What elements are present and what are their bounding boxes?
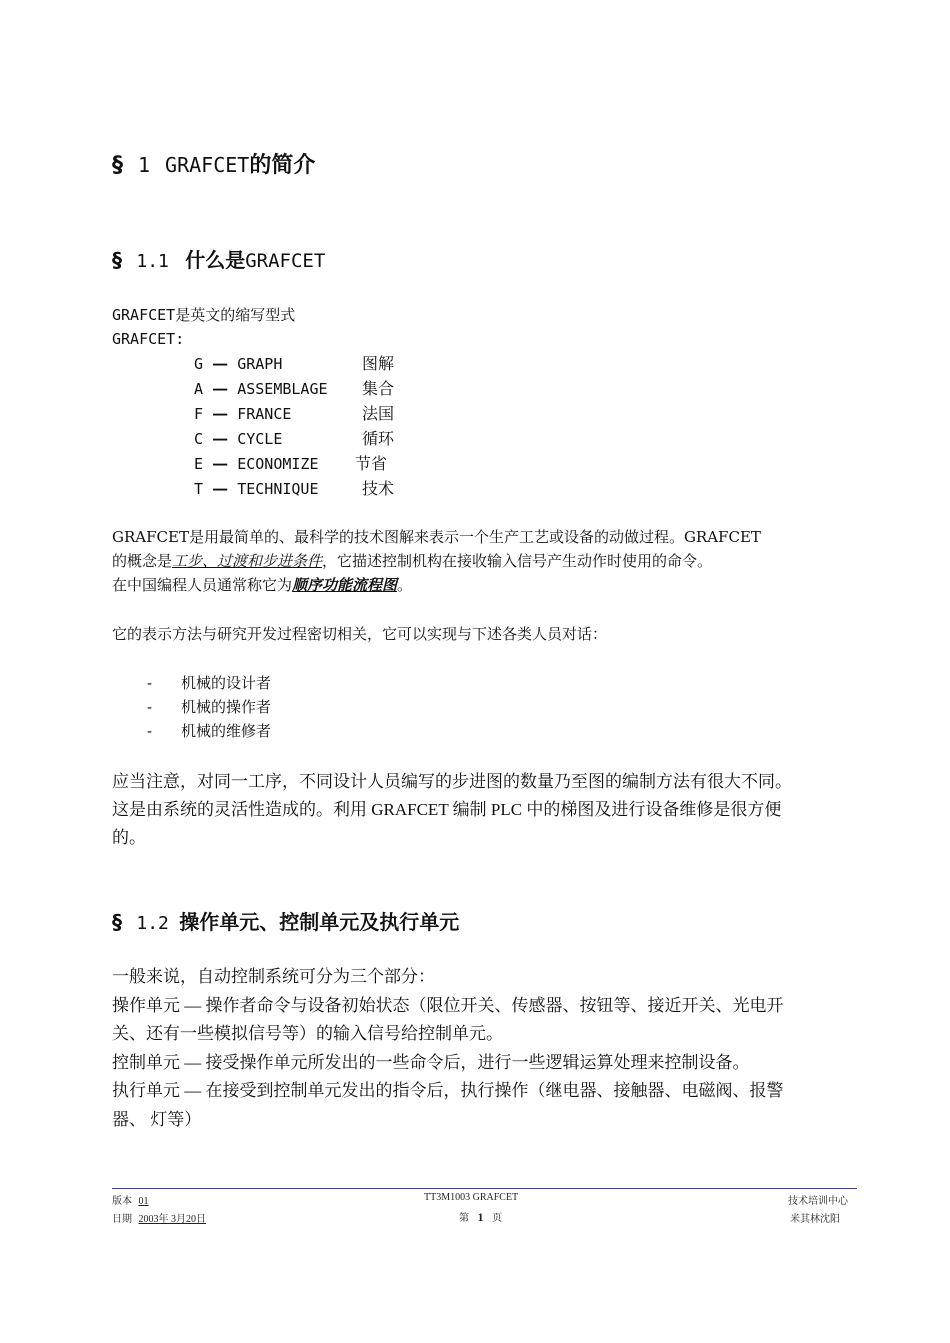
date-label: 日期 bbox=[112, 1214, 132, 1225]
acronym-cn: 节省 bbox=[355, 454, 388, 473]
acronym-word: TECHNIQUE bbox=[237, 480, 319, 498]
intro-line-2: GRAFCET: bbox=[112, 330, 185, 348]
footer-rule bbox=[112, 1188, 857, 1189]
footer-version bbox=[112, 1192, 219, 1207]
chapter-heading bbox=[112, 148, 315, 179]
section-title-cjk: 操作单元、控制单元及执行单元 bbox=[179, 910, 460, 934]
footer-doc-code: TT3M1003 GRAFCET bbox=[424, 1192, 519, 1203]
acronym-cn: 法国 bbox=[362, 404, 395, 423]
acronym-cn: 图解 bbox=[362, 354, 395, 373]
para4-line-4: 控制单元 — 接受操作单元所发出的一些命令后，进行一些逻辑运算处理来控制设备。 bbox=[112, 1053, 750, 1072]
acronym-row bbox=[194, 427, 282, 451]
list-text: 机械的操作者 bbox=[181, 698, 272, 716]
section-number: 1.2 bbox=[136, 913, 169, 934]
acronym-row bbox=[194, 477, 319, 501]
date-value: 2003年 3月20日 bbox=[138, 1214, 206, 1225]
list-bullet: - bbox=[147, 698, 153, 716]
para3-line-1: 应当注意，对同一工序，不同设计人员编写的步进图的数量乃至图的编制方法有很大不同。 bbox=[112, 772, 792, 791]
acronym-letter: G bbox=[194, 355, 204, 373]
list-text: 机械的维修者 bbox=[181, 722, 272, 740]
para1-line-3 bbox=[112, 573, 412, 597]
para4-line-3: 关、还有一些模拟信号等）的输入信号给控制单元。 bbox=[112, 1024, 503, 1043]
acronym-word: GRAPH bbox=[237, 355, 283, 373]
emphasized-terms: 工步、过渡和步进条件 bbox=[172, 552, 323, 570]
para3-line-2: 这是由系统的灵活性造成的。利用 GRAFCET 编制 PLC 中的梯图及进行设备维修是很方便 bbox=[112, 800, 782, 819]
acronym-word: FRANCE bbox=[237, 405, 292, 423]
footer-page bbox=[459, 1209, 502, 1225]
acronym-letter: T bbox=[194, 480, 204, 498]
acronym-dash: — bbox=[212, 454, 229, 473]
para4-line-2: 操作单元 — 操作者命令与设备初始状态（限位开关、传感器、按钮等、接近开关、光电开 bbox=[112, 996, 784, 1015]
acronym-word: ECONOMIZE bbox=[237, 455, 319, 473]
acronym-row bbox=[194, 402, 291, 426]
acronym-row bbox=[194, 377, 328, 401]
version-label: 版本 bbox=[112, 1196, 132, 1207]
section-number: 1.1 bbox=[136, 251, 169, 272]
acronym-row bbox=[194, 452, 319, 476]
acronym-letter: C bbox=[194, 430, 204, 448]
acronym-word: CYCLE bbox=[237, 430, 283, 448]
page-number: 1 bbox=[477, 1210, 484, 1224]
acronym-row bbox=[194, 352, 282, 376]
acronym-cn: 集合 bbox=[362, 379, 395, 398]
chapter-title-cjk: 的简介 bbox=[249, 152, 316, 178]
para4-line-6: 器、 灯等） bbox=[112, 1110, 202, 1129]
list-text: 机械的设计者 bbox=[181, 674, 272, 692]
para2: 它的表示方法与研究开发过程密切相关，它可以实现与下述各类人员对话： bbox=[112, 625, 608, 643]
para1-text: 的概念是 bbox=[112, 552, 173, 570]
acronym-cn: 技术 bbox=[362, 479, 395, 498]
para1-text: 。 bbox=[397, 576, 413, 594]
intro-line-1: GRAFCET是英文的缩写型式 bbox=[112, 306, 296, 324]
acronym-dash: — bbox=[212, 354, 229, 373]
acronym-letter: E bbox=[194, 455, 204, 473]
para1-text: ，它描述控制机构在接收输入信号产生动作时使用的命令。 bbox=[322, 552, 713, 570]
list-item bbox=[147, 695, 271, 719]
page-label-post: 页 bbox=[492, 1213, 502, 1224]
footer-dept: 技术培训中心 bbox=[788, 1196, 848, 1207]
list-item bbox=[147, 719, 271, 743]
para1-text: 在中国编程人员通常称它为 bbox=[112, 576, 293, 594]
section-symbol: § bbox=[112, 910, 122, 934]
acronym-word: ASSEMBLAGE bbox=[237, 380, 328, 398]
para1-line-1: GRAFCET是用最简单的、最科学的技术图解来表示一个生产工艺或设备的动做过程。GRAFCET bbox=[112, 528, 761, 546]
section-heading-1-1 bbox=[112, 244, 325, 273]
para4-line-5: 执行单元 — 在接受到控制单元发出的指令后，执行操作（继电器、接触器、电磁阀、报警 bbox=[112, 1081, 784, 1100]
acronym-dash: — bbox=[212, 429, 229, 448]
page-label-pre: 第 bbox=[459, 1213, 469, 1224]
footer-location: 米其林沈阳 bbox=[790, 1214, 840, 1225]
para3-line-3: 的。 bbox=[112, 828, 146, 847]
list-item bbox=[147, 671, 271, 695]
chapter-title-latin: GRAFCET bbox=[165, 153, 250, 177]
chapter-number: 1 bbox=[138, 153, 151, 177]
section-symbol: § bbox=[112, 248, 122, 272]
section-heading-1-2 bbox=[112, 906, 459, 935]
section-title-latin: GRAFCET bbox=[245, 250, 326, 272]
section-symbol: § bbox=[112, 153, 123, 178]
para4-line-1: 一般来说，自动控制系统可分为三个部分： bbox=[112, 967, 435, 986]
para1-line-2 bbox=[112, 549, 712, 573]
footer-date bbox=[112, 1210, 206, 1225]
acronym-dash: — bbox=[212, 404, 229, 423]
acronym-cn: 循环 bbox=[362, 429, 395, 448]
acronym-dash: — bbox=[212, 479, 229, 498]
list-bullet: - bbox=[147, 722, 153, 740]
acronym-letter: F bbox=[194, 405, 204, 423]
list-bullet: - bbox=[147, 674, 153, 692]
section-title-cjk: 什么是 bbox=[185, 248, 246, 272]
acronym-letter: A bbox=[194, 380, 204, 398]
version-value: 01 bbox=[138, 1196, 149, 1207]
emphasized-term-sfc: 顺序功能流程图 bbox=[292, 576, 398, 594]
acronym-dash: — bbox=[212, 379, 229, 398]
